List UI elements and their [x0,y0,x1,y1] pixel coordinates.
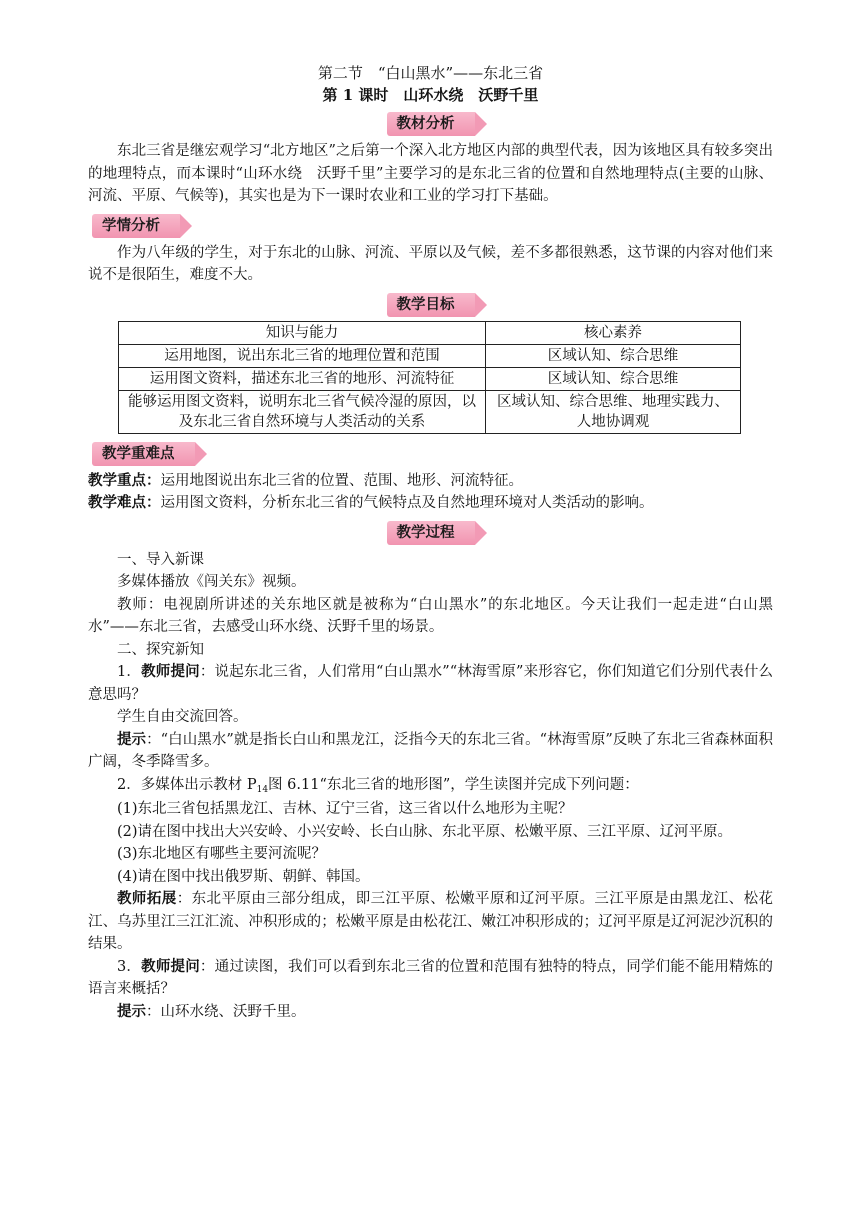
question-2-item: (3)东北地区有哪些主要河流呢？ [117,846,327,862]
question-2-item: (2)请在图中找出大兴安岭、小兴安岭、长白山脉、东北平原、松嫩平原、三江平原、辽河平原。 [117,823,733,840]
table-cell-knowledge: 运用地图，说出东北三省的地理位置和范围 [119,344,486,367]
question-3-label: 教师提问 [141,957,200,975]
intro-paragraph-2: 教师：电视剧所讲述的关东地区就是被称为“白山黑水”的东北地区。今天让我们一起走进“白山黑水”——东北三省，去感受山环水绕、沃野千里的场景。 [88,596,773,635]
table-cell-knowledge: 能够运用图文资料，说明东北三省气候冷湿的原因，以及东北三省自然环境与人类活动的关系 [119,390,486,433]
table-header-literacy: 核心素养 [486,321,741,344]
student-analysis-text: 作为八年级的学生，对于东北的山脉、河流、平原以及气候，差不多都很熟悉，这节课的内容对他们来说不是很陌生，难度不大。 [88,244,773,283]
question-1-label: 教师提问 [141,663,200,680]
question-2-page-sub: 14 [256,784,269,795]
question-1-text: ：说起东北三省，人们常用“白山黑水”“林海雪原”来形容它，你们知道它们分别代表什么意思吗？ [88,664,774,703]
section-title: 第二节 “白山黑水”——东北三省 [317,64,544,82]
material-analysis-banner-row [88,112,773,136]
table-header-knowledge: 知识与能力 [119,321,486,344]
teacher-extension-label: 教师拓展 [117,890,177,907]
student-analysis-heading [92,214,180,238]
question-2-pre: 2．多媒体出示教材 P [117,776,257,793]
material-analysis-text: 东北三省是继宏观学习“北方地区”之后第一个深入北方地区内部的典型代表，因为该地区具有较多突出的地理特点，而本课时“山环水绕 沃野千里”主要学习的是东北三省的位置和自然地理特点(主要的山脉、河流、平原、气候等)，其实也是为下一课时农业和工业的学习打下基础。 [88,143,773,204]
question-1 [88,661,773,706]
hint-1-text: ：“白山黑水”就是指长白山和黑龙江，泛指今天的东北三省。“林海雪原”反映了东北三省森林面积广阔，冬季降雪多。 [88,731,773,770]
hint-1-label: 提示 [117,730,147,748]
teaching-focus-label: 教学重点： [88,471,161,489]
process-banner-row [88,521,773,545]
key-points-banner-row [88,442,773,466]
process-heading [387,521,475,545]
question-2-item: (1)东北三省包括黑龙江、吉林、辽宁三省，这三省以什么地形为主呢？ [117,801,573,817]
explore-heading: 二、探究新知 [117,641,204,658]
teaching-focus [88,470,773,493]
question-3-text: ：通过读图，我们可以看到东北三省的位置和范围有独特的特点，同学们能不能用精炼的语言来概括？ [88,958,773,997]
table-cell-literacy: 区域认知、综合思维、地理实践力、人地协调观 [486,390,741,433]
teacher-extension [88,888,773,956]
material-analysis-heading-text: 教材分析 [396,116,455,132]
table-row [119,367,741,390]
material-analysis-heading [387,112,475,136]
student-analysis-heading-text: 学情分析 [102,217,160,234]
table-cell-literacy: 区域认知、综合思维 [486,367,741,390]
teaching-goals-heading-text: 教学目标 [396,296,455,313]
question-1-number: 1． [117,664,142,680]
lesson-title: 第 1 课时 山环水绕 沃野千里 [322,86,539,104]
teaching-goals-banner-row [88,293,773,317]
question-2-item: (4)请在图中找出俄罗斯、朝鲜、韩国。 [117,868,370,885]
teaching-difficulty [88,492,773,515]
hint-3-text: ：山环水绕、沃野千里。 [146,1003,306,1020]
process-heading-text: 教学过程 [396,524,455,541]
teaching-goals-heading [387,293,475,317]
teaching-difficulty-text: 运用图文资料，分析东北三省的气候特点及自然地理环境对人类活动的影响。 [160,495,654,511]
question-2 [88,774,773,799]
document-page [88,62,773,1023]
teaching-goals-table [118,321,741,434]
table-row [119,344,741,367]
hint-3-label: 提示 [117,1002,146,1020]
table-cell-knowledge: 运用图文资料，描述东北三省的地形、河流特征 [119,367,486,390]
intro-paragraph-1: 多媒体播放《闯关东》视频。 [117,574,306,590]
question-2-post: 图 6.11“东北三省的地形图”，学生读图并完成下列问题： [268,776,639,793]
teaching-focus-text: 运用地图说出东北三省的位置、范围、地形、河流特征。 [160,472,523,489]
table-header-row [119,321,741,344]
student-analysis-banner-row [88,214,773,238]
hint-1 [88,729,773,774]
question-3-number: 3． [117,958,142,975]
key-points-heading-text: 教学重难点 [102,445,175,462]
question-1-answer: 学生自由交流回答。 [117,709,248,725]
hint-3 [88,1001,773,1024]
key-points-heading [92,442,195,466]
teacher-extension-text: ：东北平原由三部分组成，即三江平原、松嫩平原和辽河平原。三江平原是由黑龙江、松花江、乌苏里江三江汇流、冲积形成的；松嫩平原是由松花江、嫩江冲积形成的；辽河平原是辽河泥沙沉积的结果。 [88,891,774,952]
teaching-difficulty-label: 教学难点： [88,494,161,511]
table-row [119,390,741,433]
question-3 [88,956,773,1001]
intro-heading: 一、导入新课 [117,551,204,568]
table-cell-literacy: 区域认知、综合思维 [486,344,741,367]
